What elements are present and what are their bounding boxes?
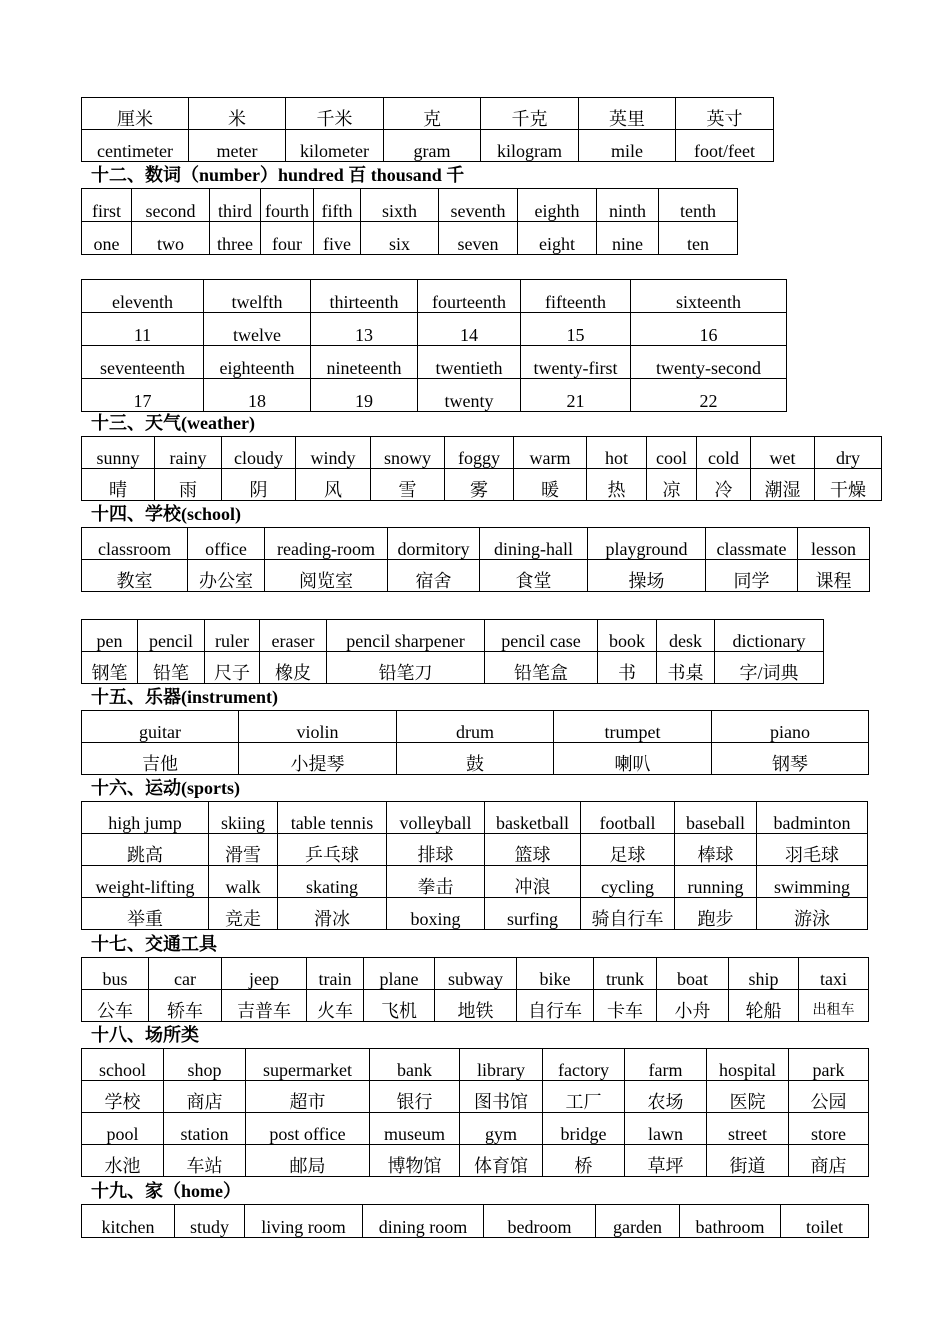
table-row (82, 560, 870, 592)
table-cell: 水池 (82, 1145, 164, 1177)
table-cell: classroom (82, 528, 188, 560)
table-cell: taxi (799, 958, 869, 990)
table-cell: 21 (521, 379, 631, 412)
table-cell: 13 (311, 313, 418, 346)
table-cell: 暖 (514, 469, 587, 501)
table-cell: sixth (361, 189, 439, 222)
table-cell: 自行车 (517, 990, 594, 1022)
table-cell: walk (209, 866, 278, 898)
table-cell: dining room (363, 1205, 484, 1238)
table-cell: 英寸 (676, 98, 774, 130)
table-cell: volleyball (387, 802, 485, 834)
table-cell: rainy (155, 437, 222, 469)
table-cell: jeep (222, 958, 307, 990)
table-cell: 棒球 (675, 834, 757, 866)
table-cell: thirteenth (311, 280, 418, 313)
table-cell: street (707, 1113, 789, 1145)
table-cell: gym (460, 1113, 543, 1145)
table-cell: garden (596, 1205, 680, 1238)
table-cell: book (598, 620, 657, 652)
table-cell: pencil (138, 620, 205, 652)
table-cell: centimeter (82, 130, 189, 162)
table-cell: 厘米 (82, 98, 189, 130)
table-cell: 22 (631, 379, 787, 412)
table-cell: 办公室 (188, 560, 265, 592)
table-cell: pen (82, 620, 138, 652)
transport-table (81, 957, 869, 1022)
table-cell: 竞走 (209, 898, 278, 930)
table-cell: 千米 (286, 98, 384, 130)
table-cell: 吉普车 (222, 990, 307, 1022)
table-cell: dictionary (715, 620, 824, 652)
table-cell: post office (246, 1113, 370, 1145)
table-cell: 橡皮 (260, 652, 327, 684)
table-cell: lawn (625, 1113, 707, 1145)
table-cell: 排球 (387, 834, 485, 866)
table-cell: park (789, 1049, 869, 1081)
table-cell: 操场 (588, 560, 706, 592)
table-cell: six (361, 222, 439, 255)
table-cell: reading-room (265, 528, 388, 560)
units-table (81, 97, 774, 162)
table-cell: 跳高 (82, 834, 209, 866)
table-cell: 小舟 (657, 990, 729, 1022)
places-table (81, 1048, 869, 1177)
table-cell: living room (245, 1205, 363, 1238)
table-cell: boxing (387, 898, 485, 930)
table-cell: skating (278, 866, 387, 898)
table-cell: 阅览室 (265, 560, 388, 592)
table-cell: study (175, 1205, 245, 1238)
table-cell: fourth (261, 189, 314, 222)
table-row (82, 437, 882, 469)
table-cell: 教室 (82, 560, 188, 592)
table-cell: 晴 (82, 469, 155, 501)
table-cell: library (460, 1049, 543, 1081)
table-row (82, 280, 787, 313)
table-cell: 字/词典 (715, 652, 824, 684)
table-cell: 体育馆 (460, 1145, 543, 1177)
table-cell: 课程 (798, 560, 870, 592)
table-row (82, 866, 868, 898)
table-cell: school (82, 1049, 164, 1081)
table-cell: 银行 (370, 1081, 460, 1113)
table-cell: eight (518, 222, 597, 255)
table-cell: 铅笔 (138, 652, 205, 684)
table-cell: store (789, 1113, 869, 1145)
table-cell: bank (370, 1049, 460, 1081)
table-cell: warm (514, 437, 587, 469)
table-cell: weight-lifting (82, 866, 209, 898)
table-cell: dry (815, 437, 882, 469)
table-cell: 钢笔 (82, 652, 138, 684)
table-cell: third (210, 189, 261, 222)
table-cell: dining-hall (480, 528, 588, 560)
table-cell: first (82, 189, 132, 222)
table-cell: 18 (204, 379, 311, 412)
table-row (82, 1205, 869, 1238)
weather-table (81, 436, 882, 501)
table-cell: 11 (82, 313, 204, 346)
table-cell: pencil sharpener (327, 620, 485, 652)
table-cell: ship (729, 958, 799, 990)
table-cell: 草坪 (625, 1145, 707, 1177)
table-cell: trumpet (554, 711, 712, 743)
table-cell: car (149, 958, 222, 990)
table-cell: shop (164, 1049, 246, 1081)
table-row (82, 1113, 869, 1145)
table-cell: 超市 (246, 1081, 370, 1113)
table-cell: eighth (518, 189, 597, 222)
table-cell: 博物馆 (370, 1145, 460, 1177)
table-cell: wet (751, 437, 815, 469)
table-cell: eleventh (82, 280, 204, 313)
table-cell: twenty (418, 379, 521, 412)
school-table (81, 527, 870, 592)
table-cell: foggy (445, 437, 514, 469)
table-cell: meter (189, 130, 286, 162)
table-cell: 潮湿 (751, 469, 815, 501)
table-cell: 14 (418, 313, 521, 346)
table-cell: 足球 (581, 834, 675, 866)
table-cell: train (307, 958, 364, 990)
table-cell: nineteenth (311, 346, 418, 379)
table-row (82, 898, 868, 930)
table-cell: 游泳 (757, 898, 868, 930)
table-cell: office (188, 528, 265, 560)
table-row (82, 469, 882, 501)
heading-instrument: 十五、乐器(instrument) (91, 687, 278, 707)
table-cell: 铅笔盒 (485, 652, 598, 684)
table-cell: 滑冰 (278, 898, 387, 930)
table-cell: subway (435, 958, 517, 990)
table-cell: 医院 (707, 1081, 789, 1113)
table-cell: bus (82, 958, 149, 990)
table-cell: 米 (189, 98, 286, 130)
heading-school: 十四、学校(school) (91, 504, 241, 524)
table-cell: bathroom (680, 1205, 781, 1238)
table-cell: 15 (521, 313, 631, 346)
table-cell: pool (82, 1113, 164, 1145)
table-cell: supermarket (246, 1049, 370, 1081)
table-cell: eraser (260, 620, 327, 652)
table-cell: 干燥 (815, 469, 882, 501)
table-cell: 农场 (625, 1081, 707, 1113)
table-cell: 拳击 (387, 866, 485, 898)
table-cell: 铅笔刀 (327, 652, 485, 684)
table-cell: 图书馆 (460, 1081, 543, 1113)
table-cell: eighteenth (204, 346, 311, 379)
table-cell: drum (397, 711, 554, 743)
table-cell: second (132, 189, 210, 222)
table-cell: 喇叭 (554, 743, 712, 775)
table-cell: violin (239, 711, 397, 743)
table-cell: 冲浪 (485, 866, 581, 898)
table-cell: 邮局 (246, 1145, 370, 1177)
table-cell: 宿舍 (388, 560, 480, 592)
table-cell: snowy (371, 437, 445, 469)
table-cell: 阴 (222, 469, 296, 501)
table-row (82, 1049, 869, 1081)
table-cell: four (261, 222, 314, 255)
table-cell: twelfth (204, 280, 311, 313)
table-cell: mile (579, 130, 676, 162)
table-cell: 公园 (789, 1081, 869, 1113)
heading-places: 十八、场所类 (91, 1025, 199, 1045)
table-cell: 小提琴 (239, 743, 397, 775)
numbers-table (81, 279, 787, 412)
table-row (82, 834, 868, 866)
table-row (82, 313, 787, 346)
table-cell: kilometer (286, 130, 384, 162)
table-row (82, 1145, 869, 1177)
table-cell: 公车 (82, 990, 149, 1022)
table-cell: 同学 (706, 560, 798, 592)
table-cell: table tennis (278, 802, 387, 834)
table-cell: 17 (82, 379, 204, 412)
table-cell: swimming (757, 866, 868, 898)
home-table (81, 1204, 869, 1238)
table-cell: 热 (587, 469, 647, 501)
table-row (82, 346, 787, 379)
table-row (82, 743, 869, 775)
table-cell: lesson (798, 528, 870, 560)
table-cell: trunk (594, 958, 657, 990)
table-cell: football (581, 802, 675, 834)
table-cell: seven (439, 222, 518, 255)
table-cell: nine (597, 222, 659, 255)
table-cell: ninth (597, 189, 659, 222)
table-cell: 尺子 (205, 652, 260, 684)
table-row (82, 652, 824, 684)
table-cell: seventh (439, 189, 518, 222)
table-cell: ten (659, 222, 738, 255)
table-cell: 工厂 (543, 1081, 625, 1113)
table-cell: high jump (82, 802, 209, 834)
heading-sports: 十六、运动(sports) (91, 778, 240, 798)
table-cell: 街道 (707, 1145, 789, 1177)
table-cell: foot/feet (676, 130, 774, 162)
table-cell: 书桌 (657, 652, 715, 684)
table-cell: surfing (485, 898, 581, 930)
table-cell: 举重 (82, 898, 209, 930)
table-row (82, 379, 787, 412)
table-cell: cycling (581, 866, 675, 898)
table-cell: sunny (82, 437, 155, 469)
table-cell: 篮球 (485, 834, 581, 866)
table-cell: windy (296, 437, 371, 469)
table-row (82, 1081, 869, 1113)
table-cell: baseball (675, 802, 757, 834)
table-row (82, 222, 738, 255)
table-row (82, 528, 870, 560)
table-cell: twentieth (418, 346, 521, 379)
table-row (82, 958, 869, 990)
table-cell: cool (647, 437, 697, 469)
table-cell: five (314, 222, 361, 255)
table-cell: 食堂 (480, 560, 588, 592)
table-cell: fifteenth (521, 280, 631, 313)
table-row (82, 620, 824, 652)
table-cell: skiing (209, 802, 278, 834)
table-cell: desk (657, 620, 715, 652)
table-cell: bike (517, 958, 594, 990)
table-cell: 雪 (371, 469, 445, 501)
table-cell: hot (587, 437, 647, 469)
table-cell: bridge (543, 1113, 625, 1145)
table-cell: 车站 (164, 1145, 246, 1177)
table-cell: 16 (631, 313, 787, 346)
table-cell: classmate (706, 528, 798, 560)
table-cell: kitchen (82, 1205, 175, 1238)
table-cell: 飞机 (364, 990, 435, 1022)
table-cell: dormitory (388, 528, 480, 560)
table-cell: kilogram (481, 130, 579, 162)
stationery-table (81, 619, 824, 684)
table-cell: 英里 (579, 98, 676, 130)
table-cell: basketball (485, 802, 581, 834)
table-cell: 桥 (543, 1145, 625, 1177)
table-cell: 滑雪 (209, 834, 278, 866)
table-cell: toilet (781, 1205, 869, 1238)
table-cell: 骑自行车 (581, 898, 675, 930)
table-cell: cold (697, 437, 751, 469)
table-cell: pencil case (485, 620, 598, 652)
table-cell: 凉 (647, 469, 697, 501)
table-cell: plane (364, 958, 435, 990)
table-cell: twelve (204, 313, 311, 346)
ordinals-table (81, 188, 738, 255)
table-cell: bedroom (484, 1205, 596, 1238)
table-cell: ruler (205, 620, 260, 652)
table-cell: tenth (659, 189, 738, 222)
table-cell: 地铁 (435, 990, 517, 1022)
table-cell: 克 (384, 98, 481, 130)
table-cell: 轮船 (729, 990, 799, 1022)
heading-numbers: 十二、数词（number）hundred 百 thousand 千 (91, 165, 465, 185)
table-row (82, 990, 869, 1022)
table-cell: fourteenth (418, 280, 521, 313)
table-cell: fifth (314, 189, 361, 222)
table-cell: two (132, 222, 210, 255)
table-cell: 卡车 (594, 990, 657, 1022)
table-cell: twenty-first (521, 346, 631, 379)
heading-home: 十九、家（home） (91, 1181, 241, 1201)
table-cell: 学校 (82, 1081, 164, 1113)
table-cell: seventeenth (82, 346, 204, 379)
heading-weather: 十三、天气(weather) (91, 413, 255, 433)
table-cell: farm (625, 1049, 707, 1081)
table-row (82, 711, 869, 743)
sports-table (81, 801, 868, 930)
table-cell: boat (657, 958, 729, 990)
table-cell: 风 (296, 469, 371, 501)
instrument-table (81, 710, 869, 775)
heading-transport: 十七、交通工具 (91, 934, 217, 954)
table-cell: factory (543, 1049, 625, 1081)
table-cell: 19 (311, 379, 418, 412)
table-cell: 火车 (307, 990, 364, 1022)
table-cell: running (675, 866, 757, 898)
table-cell: 商店 (789, 1145, 869, 1177)
table-cell: gram (384, 130, 481, 162)
table-cell: 书 (598, 652, 657, 684)
table-cell: 羽毛球 (757, 834, 868, 866)
table-row (82, 130, 774, 162)
table-cell: 乒乓球 (278, 834, 387, 866)
table-row (82, 189, 738, 222)
table-cell: 钢琴 (712, 743, 869, 775)
table-cell: guitar (82, 711, 239, 743)
table-row (82, 802, 868, 834)
table-cell: museum (370, 1113, 460, 1145)
table-cell: twenty-second (631, 346, 787, 379)
table-cell: 商店 (164, 1081, 246, 1113)
table-cell: 吉他 (82, 743, 239, 775)
table-cell: 跑步 (675, 898, 757, 930)
table-cell: 鼓 (397, 743, 554, 775)
table-cell: sixteenth (631, 280, 787, 313)
table-row (82, 98, 774, 130)
table-cell: 雨 (155, 469, 222, 501)
table-cell: badminton (757, 802, 868, 834)
table-cell: 出租车 (799, 990, 869, 1022)
table-cell: cloudy (222, 437, 296, 469)
table-cell: playground (588, 528, 706, 560)
table-cell: 冷 (697, 469, 751, 501)
table-cell: 千克 (481, 98, 579, 130)
table-cell: hospital (707, 1049, 789, 1081)
table-cell: 雾 (445, 469, 514, 501)
table-cell: piano (712, 711, 869, 743)
table-cell: 轿车 (149, 990, 222, 1022)
table-cell: one (82, 222, 132, 255)
table-cell: three (210, 222, 261, 255)
table-cell: station (164, 1113, 246, 1145)
